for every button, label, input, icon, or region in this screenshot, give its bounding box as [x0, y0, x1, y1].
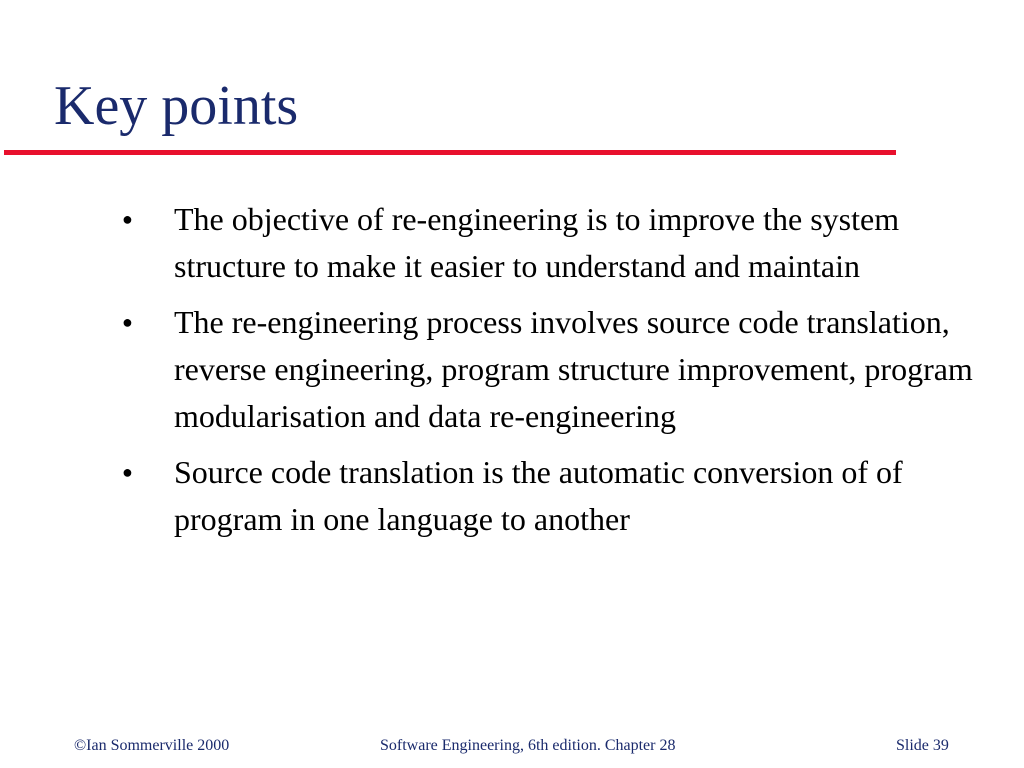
slide-title: Key points — [54, 75, 299, 137]
bullet-text: The re-engineering process involves source code translation, reverse engineering, program structure improvement, program modularisation and data re-engineering — [174, 304, 973, 434]
title-underline-rule — [4, 150, 896, 155]
bullet-text: Source code translation is the automatic conversion of of program in one language to another — [174, 454, 903, 537]
bullet-icon: ● — [122, 209, 133, 229]
bullet-icon: ● — [122, 312, 133, 332]
key-points-list — [122, 196, 982, 552]
footer-book-title: Software Engineering, 6th edition. Chapter 28 — [380, 737, 676, 754]
footer-copyright: ©Ian Sommerville 2000 — [74, 737, 230, 754]
bullet-icon: ● — [122, 462, 133, 482]
bullet-text: The objective of re-engineering is to improve the system structure to make it easier to understand and maintain — [174, 201, 900, 284]
footer-slide-number: Slide 39 — [896, 737, 949, 754]
list-item — [122, 196, 982, 290]
list-item — [122, 449, 982, 543]
list-item — [122, 299, 982, 440]
